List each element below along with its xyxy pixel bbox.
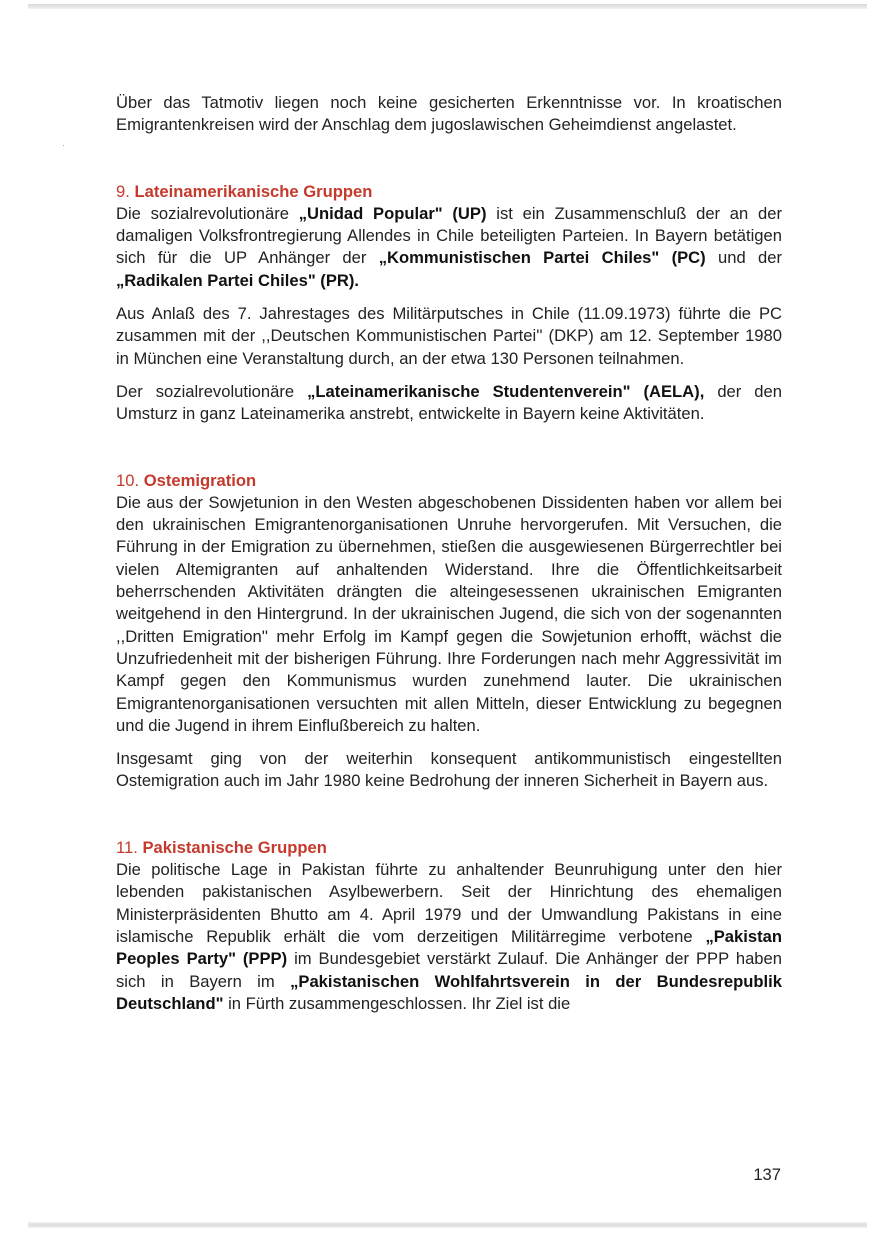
paragraph — [116, 203, 782, 292]
text-run: ist ein Zusammenschluß der an der damaligen Volksfrontregierung Allendes in Chile beteiligten Parteien. In Bayern betätigen sich für die UP Anhänger der — [116, 203, 782, 268]
bold-term: „Pakistan Peoples Party" (PPP) — [116, 926, 782, 969]
section-heading — [116, 470, 782, 492]
paragraph: Die aus der Sowjetunion in den Westen abgeschobenen Dissidenten haben vor allem bei den ukrainischen Emigrantenorganisationen Unruhe hervorgerufen. Mit Versuchen, die Führung in der Emigration zu übernehmen, stießen die ausgewiesenen Bürgerrechtler bei vielen Altemigranten auf anhaltenden Widerstand. Ihre die Öffentlichkeitsarbeit beherrschenden Aktivitäten drängten die alteingesessenen ukrainischen Emigranten weitgehend in den Hintergrund. In der ukrainischen Jugend, die sich von der sogenannten ,,Dritten Emigration'' mehr Erfolg im Kampf gegen die Sowjetunion erhofft, wächst die Unzufriedenheit mit der bisherigen Führung. Ihre Forderungen nach mehr Aggressivität im Kampf gegen den Kommunismus wurden zunehmend lauter. Die ukrainischen Emigrantenorganisationen versuchten mit allen Mitteln, dieser Entwicklung zu begegnen und die Jugend in ihrem Einflußbereich zu halten. — [116, 492, 782, 735]
scan-speck: · — [62, 140, 65, 150]
text-run: im Bundesgebiet verstärkt Zulauf. Die Anhänger der PPP haben sich in Bayern im — [116, 949, 782, 991]
paragraph — [116, 859, 782, 1015]
paragraph — [116, 381, 782, 426]
section-pakistanische-gruppen — [116, 837, 782, 1015]
section-number: 11. — [116, 837, 138, 857]
bold-term: „Pakistanischen Wohlfahrtsverein in der Bundesrepublik Deutschland" — [116, 971, 782, 1013]
section-number: 10. — [116, 470, 140, 490]
section-number: 9. — [116, 181, 130, 201]
text-run: und der — [705, 248, 783, 268]
scan-edge-top — [28, 4, 867, 9]
bold-term: „Lateinamerikanische Studentenverein" (AELA), — [307, 381, 705, 401]
paragraph: Aus Anlaß des 7. Jahrestages des Militärputsches in Chile (11.09.1973) führte die PC zusammen mit der ,,Deutschen Kommunistischen Partei'' (DKP) am 12. September 1980 in München eine Veranstaltung durch, an der etwa 130 Personen teilnahmen. — [116, 304, 782, 368]
section-title: Lateinamerikanische Gruppen — [134, 181, 373, 201]
intro-paragraph: Über das Tatmotiv liegen noch keine gesicherten Erkenntnisse vor. In kroatischen Emigrantenkreisen wird der Anschlag dem jugoslawischen Geheimdienst angelastet. — [116, 93, 782, 135]
text-run: in Fürth zusammengeschlossen. Ihr Ziel ist die — [223, 993, 571, 1013]
section-title: Ostemigration — [143, 470, 257, 490]
bold-term: „Radikalen Partei Chiles" (PR). — [116, 270, 360, 290]
bold-term: „Kommunistischen Partei Chiles" (PC) — [378, 248, 706, 268]
scan-edge-bottom — [28, 1222, 867, 1228]
document-body — [116, 92, 782, 1015]
paragraph: Insgesamt ging von der weiterhin konsequent antikommunistisch eingestellten Ostemigration auch im Jahr 1980 keine Bedrohung der inneren Sicherheit in Bayern aus. — [116, 749, 782, 791]
text-run: Der sozialrevolutionäre — [116, 381, 308, 401]
text-run: Die sozialrevolutionäre — [116, 203, 299, 223]
page-number: 137 — [753, 1165, 781, 1184]
text-run: Die politische Lage in Pakistan führte zu anhaltender Beunruhigung unter den hier lebenden pakistanischen Asylbewerbern. Seit der Hinrichtung des ehemaligen Ministerpräsidenten Bhutto am 4. April 1979 und der Umwandlung Pakistans in eine islamische Republik erhält die vom derzeitigen Militärregime verbotene — [116, 860, 782, 946]
bold-term: „Unidad Popular" (UP) — [298, 203, 487, 223]
section-title: Pakistanische Gruppen — [142, 837, 327, 857]
section-lateinamerikanische-gruppen — [116, 181, 782, 426]
section-heading — [116, 181, 782, 203]
text-run: der den Umsturz in ganz Lateinamerika anstrebt, entwickelte in Bayern keine Aktivitäten. — [116, 381, 782, 424]
section-heading — [116, 837, 782, 859]
section-ostemigration — [116, 470, 782, 793]
